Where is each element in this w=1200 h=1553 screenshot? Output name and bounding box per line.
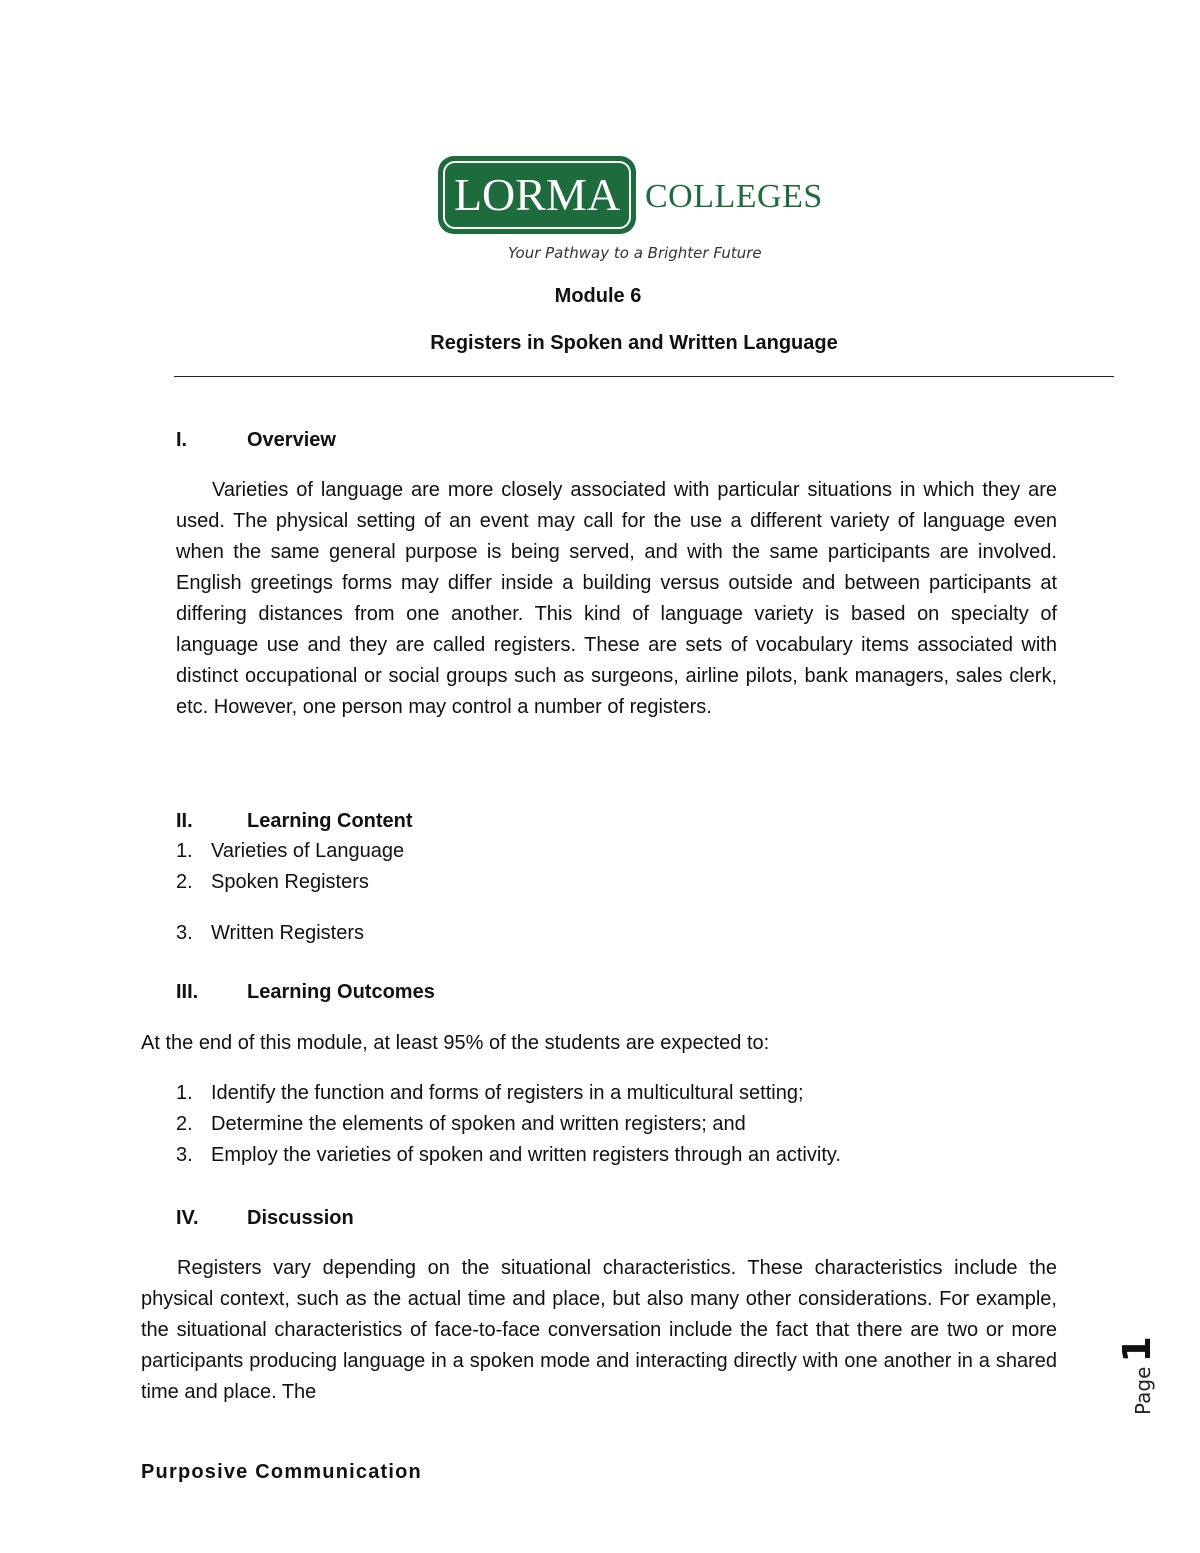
section-title: Discussion [247,1207,354,1229]
section-number: III. [176,981,199,1003]
logo-badge-text: LORMA [453,169,621,220]
title-divider [174,376,1114,377]
list-item: 3. Employ the varieties of spoken and written registers through an activity. [176,1144,841,1166]
outcomes-intro: At the end of this module, at least 95% of the students are expected to: [141,1032,770,1054]
section-number: IV. [176,1207,199,1229]
page-number-value: 1 [1115,1336,1159,1363]
overview-paragraph: Varieties of language are more closely associated with particular situations in which they are used. The physical setting of an event may call for the use a different variety of language even when the same general purpose is being served, and with the same participants are involved. English greetings forms may differ inside a building versus outside and between participants at differing distances from one another. This kind of language variety is based on specialty of language use and they are called registers. These are sets of vocabulary items associated with distinct occupational or social groups such as surgeons, airline pilots, bank managers, sales clerk, etc. However, one person may control a number of registers. [176,479,1057,718]
learning-content-list [176,836,776,949]
section-heading-discussion [176,1206,576,1230]
section-number: I. [176,429,188,451]
page-title: Registers in Spoken and Written Language [430,332,838,354]
discussion-paragraph: Registers vary depending on the situational characteristics. These characteristics include the physical context, such as the actual time and place, but also many other considerations. For example, the situational characteristics of face-to-face conversation include the fact that there are two or more participants producing language in a spoken mode and interacting directly with one another in a shared time and place. The [141,1257,1057,1403]
section-number: II. [176,810,193,832]
list-item: 1. Identify the function and forms of registers in a multicultural setting; [176,1082,804,1104]
section-title: Learning Outcomes [247,981,435,1003]
list-item: 1. Varieties of Language [176,840,405,862]
logo-colleges-text: COLLEGES [645,178,823,215]
list-item: 3. Written Registers [176,922,365,944]
course-footer: Purposive Communication [141,1461,422,1483]
learning-outcomes-list [176,1078,1076,1171]
page-number [1115,1305,1159,1415]
logo-tagline: Your Pathway to a Brighter Future [508,244,762,262]
section-heading-overview [176,428,576,452]
lorma-colleges-logo [438,156,838,268]
section-heading-learning-outcomes [176,980,576,1004]
section-heading-learning-content [176,809,576,833]
list-item: 2. Spoken Registers [176,871,369,893]
module-number: Module 6 [554,285,642,307]
list-item: 2. Determine the elements of spoken and written registers; and [176,1113,746,1135]
section-title: Overview [247,429,336,451]
page-label: Page [1131,1366,1155,1415]
logo-badge [438,156,636,234]
section-title: Learning Content [247,810,413,832]
